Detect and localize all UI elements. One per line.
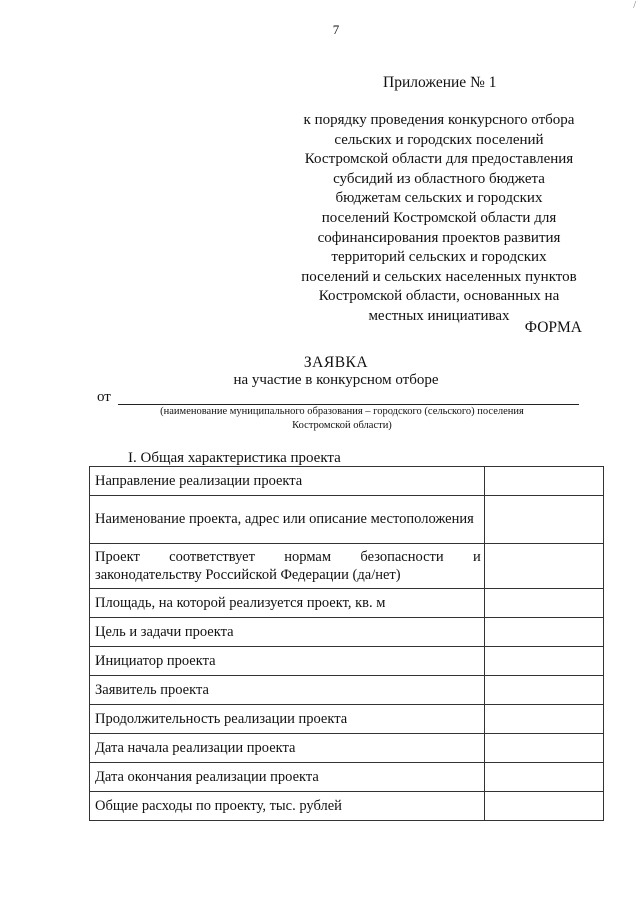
appendix-line: местных инициативах (368, 307, 510, 324)
row-value-cell[interactable] (484, 676, 603, 705)
applicant-field-caption (100, 405, 584, 432)
appendix-line: бюджетам сельских и городских (335, 190, 543, 207)
application-subtitle: на участие в конкурсном отборе (233, 372, 439, 388)
application-title: ЗАЯВКА (303, 354, 369, 371)
row-label: Продолжительность реализации проекта (90, 705, 485, 734)
appendix-body (280, 111, 598, 327)
row-value-cell[interactable] (484, 734, 603, 763)
table-row (90, 467, 604, 496)
corner-mark: / (633, 0, 636, 11)
row-label: Наименование проекта, адрес или описание местоположения (95, 511, 474, 528)
appendix-line: поселений и сельских населенных пунктов (301, 268, 577, 285)
table-row (90, 792, 604, 821)
form-label: ФОРМА (524, 319, 582, 336)
appendix-line: софинансирования проектов развития (317, 229, 561, 246)
row-label: Общие расходы по проекту, тыс. рублей (90, 792, 485, 821)
caption-line: (наименование муниципального образования – городского (сельского) поселения (160, 406, 524, 417)
table-row (90, 496, 604, 544)
row-value-cell[interactable] (484, 544, 603, 589)
table-row (90, 705, 604, 734)
row-label: Дата окончания реализации проекта (90, 763, 485, 792)
row-label: Проект соответствует нормам безопасности и законодательству Российской Федерации (да/нет) (95, 548, 481, 583)
section-title: I. Общая характеристика проекта (128, 450, 341, 466)
appendix-title: Приложение № 1 (383, 74, 497, 91)
table-row (90, 647, 604, 676)
applicant-field[interactable] (97, 387, 579, 407)
row-value-cell[interactable] (484, 647, 603, 676)
row-value-cell[interactable] (484, 763, 603, 792)
row-value-cell[interactable] (484, 496, 603, 544)
row-value-cell[interactable] (484, 792, 603, 821)
table-row (90, 734, 604, 763)
appendix-line: территорий сельских и городских (331, 249, 547, 266)
appendix-line: Костромской области для предоставления (304, 151, 574, 168)
appendix-line: субсидий из областного бюджета (333, 170, 545, 187)
caption-line: Костромской области) (292, 419, 392, 431)
appendix-line: поселений Костромской области для (321, 209, 557, 226)
row-value-cell[interactable] (484, 589, 603, 618)
appendix-line: к порядку проведения конкурсного отбора (303, 112, 575, 128)
row-label: Направление реализации проекта (90, 467, 485, 496)
table-row (90, 544, 604, 589)
table-row (90, 618, 604, 647)
row-value-cell[interactable] (484, 618, 603, 647)
table-row (90, 763, 604, 792)
row-label: Заявитель проекта (90, 676, 485, 705)
table-row (90, 676, 604, 705)
appendix-line: сельских и городских поселений (334, 131, 544, 148)
applicant-field-label: от (97, 389, 111, 405)
appendix-line: Костромской области, основанных на (318, 288, 560, 305)
project-characteristics-table (89, 466, 604, 821)
row-label: Инициатор проекта (90, 647, 485, 676)
page-number: 7 (332, 22, 340, 37)
row-value-cell[interactable] (484, 467, 603, 496)
row-label: Цель и задачи проекта (90, 618, 485, 647)
row-value-cell[interactable] (484, 705, 603, 734)
table-row (90, 589, 604, 618)
row-label: Площадь, на которой реализуется проект, кв. м (90, 589, 485, 618)
row-label: Дата начала реализации проекта (90, 734, 485, 763)
